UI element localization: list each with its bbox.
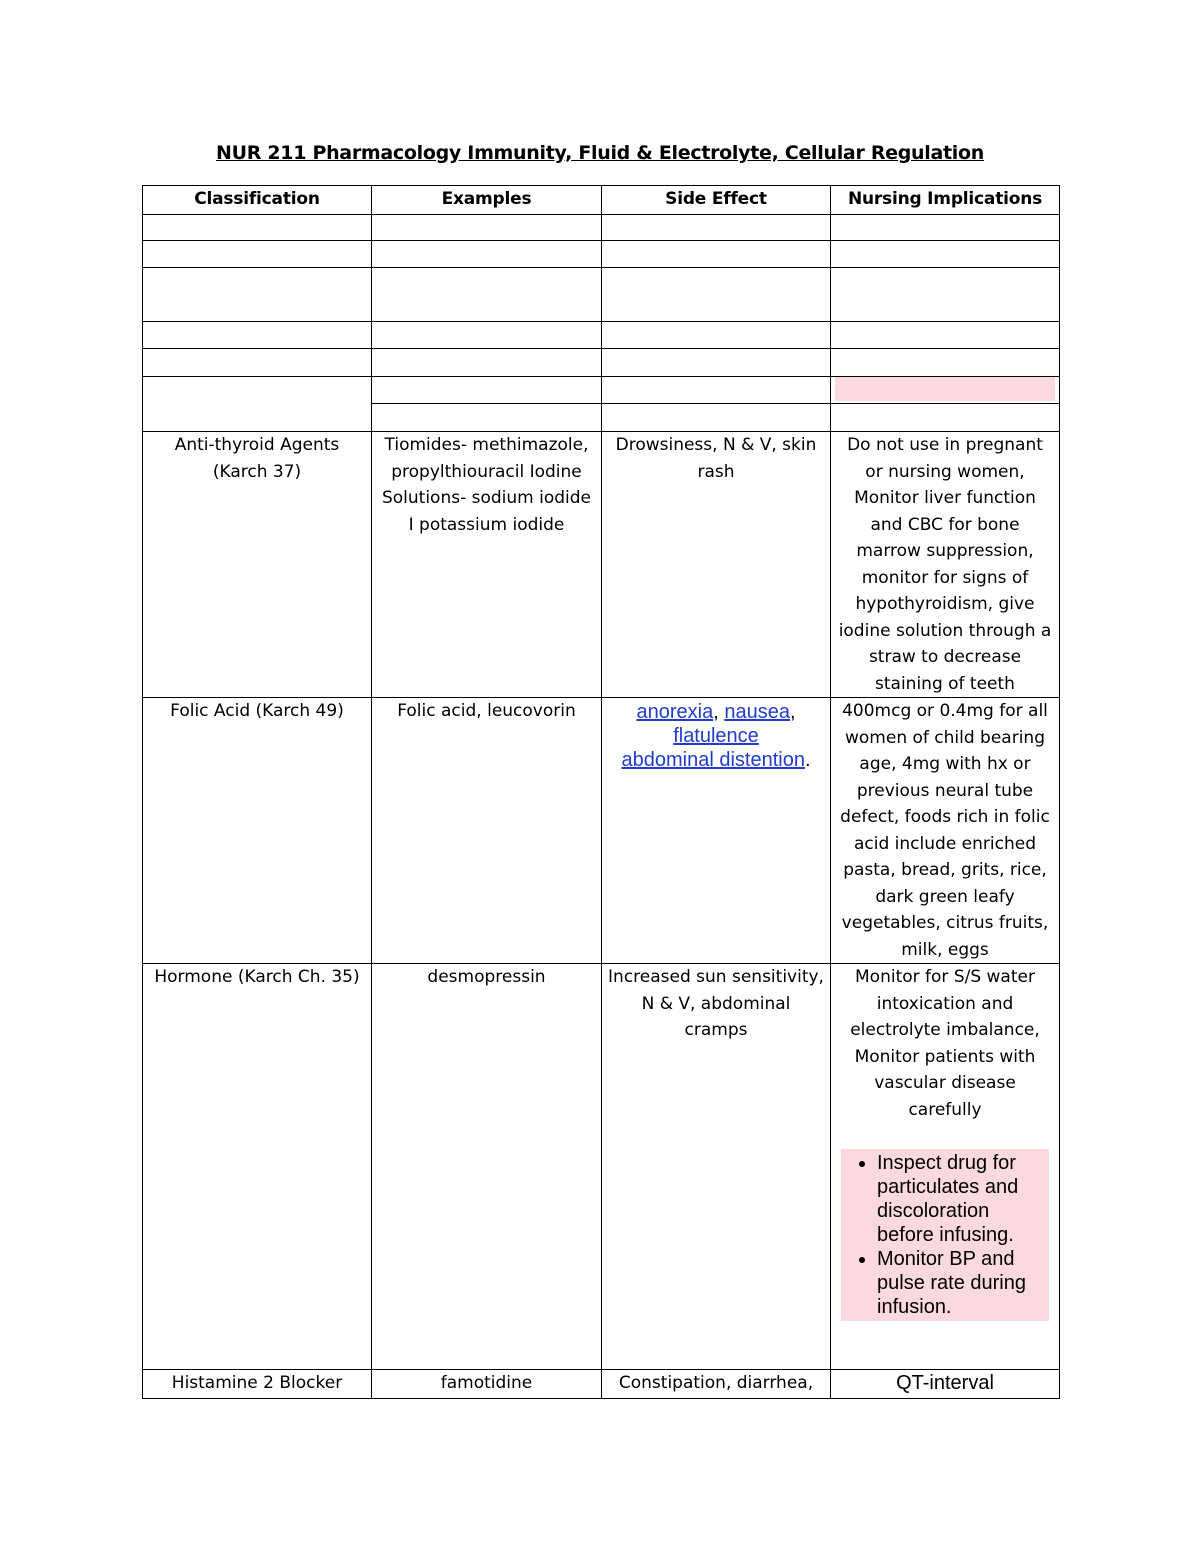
empty-cell <box>831 268 1060 322</box>
link-abdominal-distention[interactable]: abdominal distention <box>621 749 805 771</box>
examples-cell: Tiomides- methimazole, propylthiouracil Iodine Solutions- sodium iodide I potassium iodide <box>372 432 602 698</box>
separator: , <box>789 701 796 723</box>
examples-cell: desmopressin <box>372 964 602 1370</box>
empty-cell <box>143 241 372 268</box>
empty-cell <box>372 215 602 241</box>
table-row <box>143 964 1060 1370</box>
highlighted-empty-cell <box>831 377 1060 404</box>
empty-cell <box>372 241 602 268</box>
empty-row <box>143 377 1060 404</box>
classification-cell: Anti-thyroid Agents (Karch 37) <box>143 432 372 698</box>
side-effect-cell: Constipation, diarrhea, <box>602 1370 831 1399</box>
empty-cell <box>831 215 1060 241</box>
separator: . <box>804 749 811 771</box>
empty-cell <box>372 322 602 349</box>
empty-cell <box>143 322 372 349</box>
list-item: • Inspect drug for particulates and discoloration before infusing. <box>877 1151 1049 1247</box>
empty-cell <box>143 377 372 432</box>
empty-row <box>143 268 1060 322</box>
nursing-implications-cell: Do not use in pregnant or nursing women, Monitor liver function and CBC for bone marrow suppression, monitor for signs of hypothyroidism, give iodine solution through a straw to decrease staining of teeth <box>831 432 1060 698</box>
side-effect-cell: Drowsiness, N & V, skin rash <box>602 432 831 698</box>
nursing-implications-cell <box>831 964 1060 1370</box>
empty-cell <box>602 322 831 349</box>
empty-cell <box>143 349 372 377</box>
highlight-block <box>835 377 1055 401</box>
empty-cell <box>372 404 602 432</box>
empty-cell <box>602 377 831 404</box>
header-row <box>143 186 1060 215</box>
qt-interval-text: QT-interval <box>896 1372 994 1394</box>
link-flatulence[interactable]: flatulence <box>673 725 759 747</box>
nursing-implications-cell <box>831 1370 1060 1399</box>
table-row <box>143 432 1060 698</box>
header-examples: Examples <box>372 186 602 215</box>
side-effect-cell <box>602 698 831 964</box>
pharmacology-table <box>142 185 1060 1399</box>
empty-cell <box>602 349 831 377</box>
empty-cell <box>372 268 602 322</box>
classification-cell: Folic Acid (Karch 49) <box>143 698 372 964</box>
examples-cell: Folic acid, leucovorin <box>372 698 602 964</box>
link-nausea[interactable]: nausea <box>724 701 790 723</box>
empty-row <box>143 349 1060 377</box>
empty-row <box>143 322 1060 349</box>
empty-cell <box>602 268 831 322</box>
link-anorexia[interactable]: anorexia <box>636 701 714 723</box>
examples-cell: famotidine <box>372 1370 602 1399</box>
side-effect-cell: Increased sun sensitivity, N & V, abdominal cramps <box>602 964 831 1370</box>
table-row <box>143 1370 1060 1399</box>
header-classification: Classification <box>143 186 372 215</box>
list-item: • Monitor BP and pulse rate during infusion. <box>877 1247 1049 1319</box>
empty-cell <box>602 215 831 241</box>
classification-cell: Hormone (Karch Ch. 35) <box>143 964 372 1370</box>
separator: , <box>713 701 725 723</box>
empty-cell <box>372 377 602 404</box>
empty-cell <box>602 241 831 268</box>
empty-row <box>143 241 1060 268</box>
empty-cell <box>372 349 602 377</box>
empty-cell <box>831 322 1060 349</box>
side-effect-links <box>608 698 824 772</box>
document-title: NUR 211 Pharmacology Immunity, Fluid & Electrolyte, Cellular Regulation <box>216 142 984 164</box>
empty-cell <box>143 268 372 322</box>
highlighted-bullet-list <box>841 1149 1049 1321</box>
header-nursing-implications: Nursing Implications <box>831 186 1060 215</box>
table-row <box>143 698 1060 964</box>
empty-cell <box>831 241 1060 268</box>
classification-cell: Histamine 2 Blocker <box>143 1370 372 1399</box>
empty-row <box>143 215 1060 241</box>
nursing-implications-cell: 400mcg or 0.4mg for all women of child bearing age, 4mg with hx or previous neural tube defect, foods rich in folic acid include enriched pasta, bread, grits, rice, dark green leafy vegetables, citrus fruits, milk, eggs <box>831 698 1060 964</box>
nursing-text: Monitor for S/S water intoxication and electrolyte imbalance, Monitor patients with vascular disease carefully <box>850 967 1040 1120</box>
empty-cell <box>143 215 372 241</box>
empty-cell <box>602 404 831 432</box>
empty-cell <box>831 404 1060 432</box>
header-side-effect: Side Effect <box>602 186 831 215</box>
empty-cell <box>831 349 1060 377</box>
